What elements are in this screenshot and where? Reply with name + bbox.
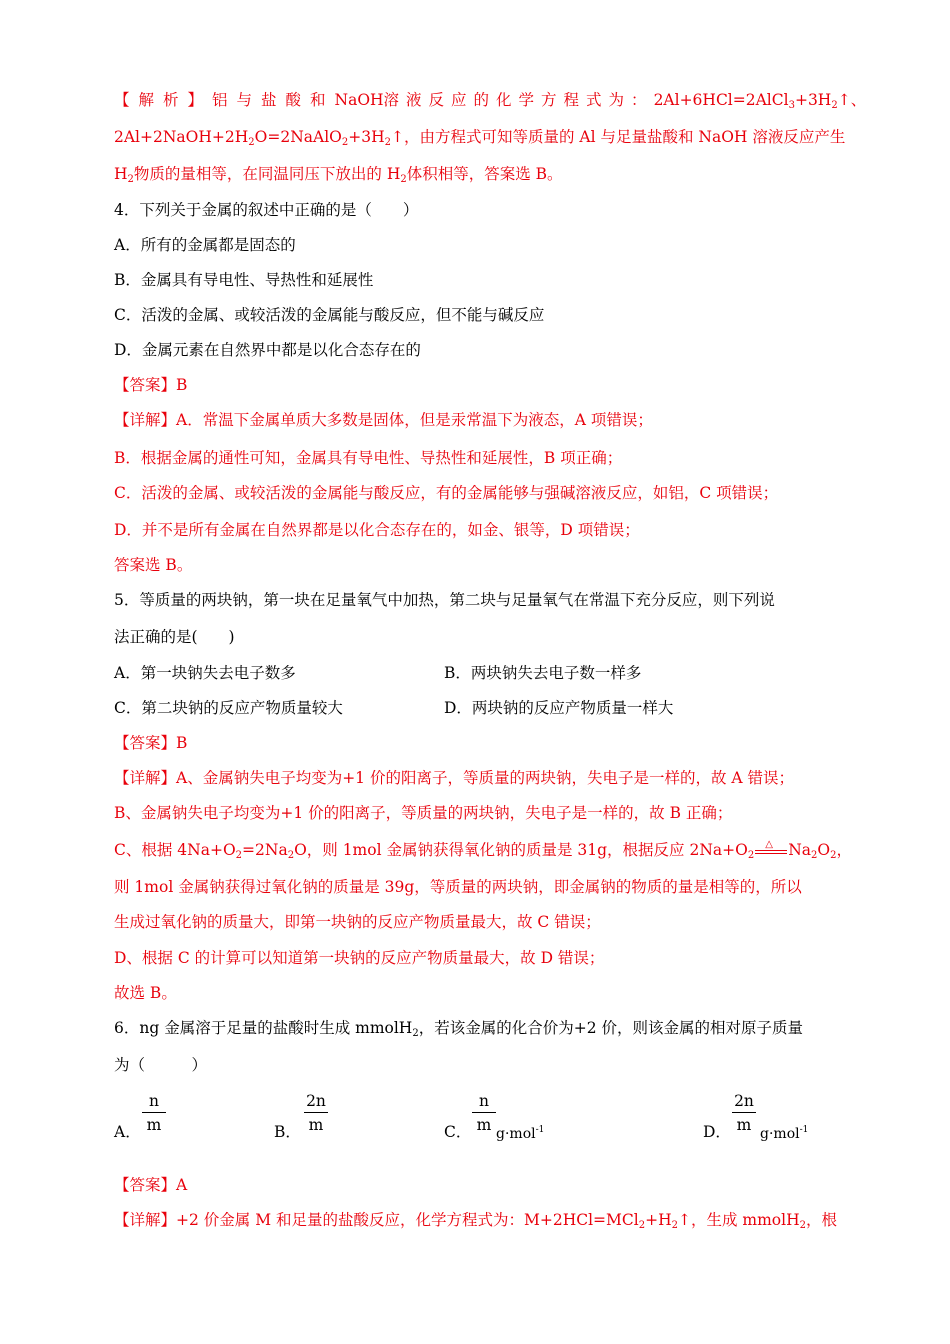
question-6-option-d-fraction: $\frac{2n}{m}$ — [732, 1092, 756, 1134]
question-5-detail-1: 【详解】A、金属钠失电子均变为+1 价的阳离子，等质量的两块钠，失电子是一样的，故 A 错误； — [114, 769, 795, 787]
explanation-text: NaOH — [334, 91, 384, 109]
question-6-option-c-fraction: $\frac{n}{m}$ — [472, 1092, 496, 1134]
question-4-detail-1: 【详解】A．常温下金属单质大多数是固体，但是汞常温下为液态，A 项错误； — [114, 411, 653, 429]
heating-condition-symbol: △ — [754, 840, 788, 860]
question-6-answer: 【答案】A — [114, 1176, 188, 1194]
question-5-answer: 【答案】B — [114, 734, 188, 752]
question-5-option-d: D．两块钠的反应产物质量一样大 — [444, 699, 674, 717]
question-5-detail-2: B、金属钠失电子均变为+1 价的阳离子，等质量的两块钠，失电子是一样的，故 B 正确； — [114, 804, 733, 822]
question-5-stem-1: 5．等质量的两块钠，第一块在足量氧气中加热，第二块与足量氧气在常温下充分反应，则下列说 — [114, 591, 775, 609]
explanation-line-1 — [114, 90, 867, 111]
question-6-option-a-fraction: $\frac{n}{m}$ — [142, 1092, 166, 1134]
question-4-detail-4: D．并不是所有金属在自然界都是以化合态存在的，如金、银等，D 项错误； — [114, 521, 640, 539]
question-5-detail-3: C、根据 $4Na+O_2=2Na_2O$，则 1mol 金属钠获得氧化钠的质量是 31g，根据反应 $2Na+O_2$ △ $Na_2O_2$， — [114, 839, 853, 861]
question-6-option-d-label: D． — [703, 1123, 731, 1141]
question-5-detail-5: 生成过氧化钠的质量大，即第一块钠的反应产物质量最大，故 C 错误； — [114, 913, 601, 931]
question-6-option-a-label: A． — [114, 1123, 141, 1141]
question-4-detail-2: B．根据金属的通性可知，金属具有导电性、导热性和延展性，B 项正确； — [114, 449, 623, 467]
question-5-stem-2: 法正确的是( ) — [114, 628, 235, 646]
question-6-option-b-fraction: $\frac{2n}{m}$ — [304, 1092, 328, 1134]
question-6-option-b-label: B． — [274, 1123, 301, 1141]
question-4-option-b: B．金属具有导电性、导热性和延展性 — [114, 271, 374, 289]
explanation-text: 【解析】铝与盐酸和 — [114, 91, 335, 109]
question-4-answer: 【答案】B — [114, 376, 188, 394]
question-4-detail-3: C．活泼的金属、或较活泼的金属能与酸反应，有的金属能够与强碱溶液反应，如铝，C 项错误； — [114, 484, 779, 502]
explanation-line-3: $H_2$物质的量相等，在同温同压下放出的 $H_2$体积相等，答案选 B。 — [114, 165, 563, 185]
question-4-option-d: D．金属元素在自然界中都是以化合态存在的 — [114, 341, 421, 359]
equation: $2Al+6HCl=2AlCl_3+3H_2↑$、 — [653, 91, 867, 111]
question-4-detail-5: 答案选 B。 — [114, 556, 193, 574]
question-5-detail-7: 故选 B。 — [114, 984, 177, 1002]
question-6-option-c-label: C． — [444, 1123, 472, 1141]
question-4-option-a: A．所有的金属都是固态的 — [114, 236, 296, 254]
question-4-stem: 4．下列关于金属的叙述中正确的是（ ） — [114, 201, 419, 219]
explanation-text: 溶液反应的化学方程式为： — [383, 91, 654, 109]
question-5-detail-4: 则 1mol 金属钠获得过氧化钠的质量是 39g，等质量的两块钠，即金属钠的物质的量是相等的，所以 — [114, 878, 802, 896]
question-5-option-b: B．两块钠失去电子数一样多 — [444, 664, 642, 682]
question-6-detail-1: 【详解】+2 价金属 M 和足量的盐酸反应，化学方程式为：$M+2HCl=MCl_2+H_2↑$，生成 mmolH$_2$，根 — [114, 1211, 838, 1231]
question-5-option-c: C．第二块钠的反应产物质量较大 — [114, 699, 343, 717]
question-6-stem-1: 6．ng 金属溶于足量的盐酸时生成 mmolH$_2$，若该金属的化合价为+2 价，则该金属的相对原子质量 — [114, 1019, 803, 1039]
question-4-option-c: C．活泼的金属、或较活泼的金属能与酸反应，但不能与碱反应 — [114, 306, 545, 324]
explanation-line-2: $2Al+2NaOH+2H_2O=2NaAlO_2+3H_2↑$，由方程式可知等质量的 Al 与足量盐酸和 NaOH 溶液反应产生 — [114, 128, 846, 148]
question-5-detail-6: D、根据 C 的计算可以知道第一块钠的反应产物质量最大，故 D 错误； — [114, 949, 605, 967]
question-5-option-a: A．第一块钠失去电子数多 — [114, 664, 296, 682]
question-6-stem-2: 为（ ） — [114, 1056, 208, 1074]
question-6-option-d-unit: g·mol$^{-1}$ — [760, 1125, 809, 1142]
question-6-option-c-unit: g·mol$^{-1}$ — [496, 1125, 545, 1142]
